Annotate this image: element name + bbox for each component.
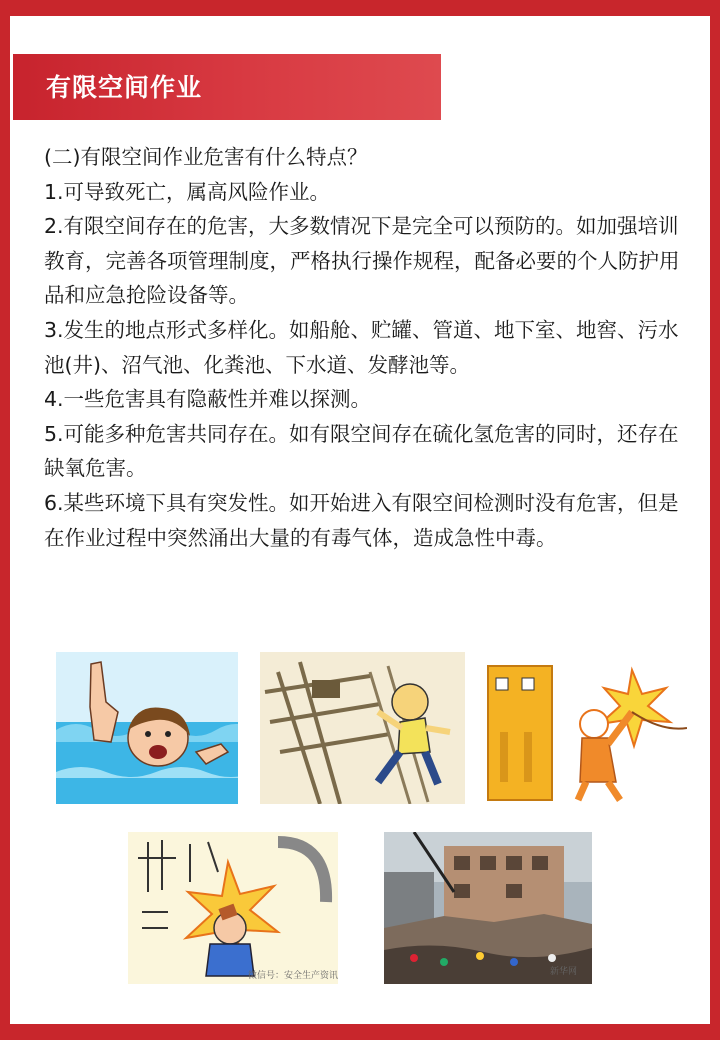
paragraph-item-2: 2.有限空间存在的危害，大多数情况下是完全可以预防的。如加强培训教育，完善各项管理制度，严格执行操作规程，配备必要的个人防护用品和应急抢险设备等。 [44,214,680,308]
paragraph-item-5: 5.可能多种危害共同存在。如有限空间存在硫化氢危害的同时，还存在缺氧危害。 [44,421,679,481]
collapse-photo-watermark: 新华网 [550,967,578,977]
body-text [44,140,694,555]
paragraph-item-6: 6.某些环境下具有突发性。如开始进入有限空间检测时没有危害，但是在作业过程中突然涌出大量的有毒气体，造成急性中毒。 [44,490,679,550]
page-card [10,16,710,1024]
page-title: 有限空间作业 [46,73,203,102]
building-collapse-photo [384,832,592,984]
paragraph-item-4: 4.一些危害具有隐蔽性并难以探测。 [44,387,372,412]
falling-object-watermark: 微信号：安全生产资讯 [248,971,338,981]
section-heading: (二)有限空间作业危害有什么特点？ [44,145,368,169]
fall-from-height-illustration [260,652,465,804]
paragraph-item-1: 1.可导致死亡，属高风险作业。 [44,179,331,204]
electric-shock-illustration [482,652,687,804]
falling-object-illustration [128,832,338,984]
drowning-illustration [56,652,238,804]
paragraph-item-3: 3.发生的地点形式多样化。如船舱、贮罐、管道、地下室、地窖、污水池(井)、沼气池、化粪池、下水道、发酵池等。 [44,317,679,377]
title-banner [13,54,441,120]
